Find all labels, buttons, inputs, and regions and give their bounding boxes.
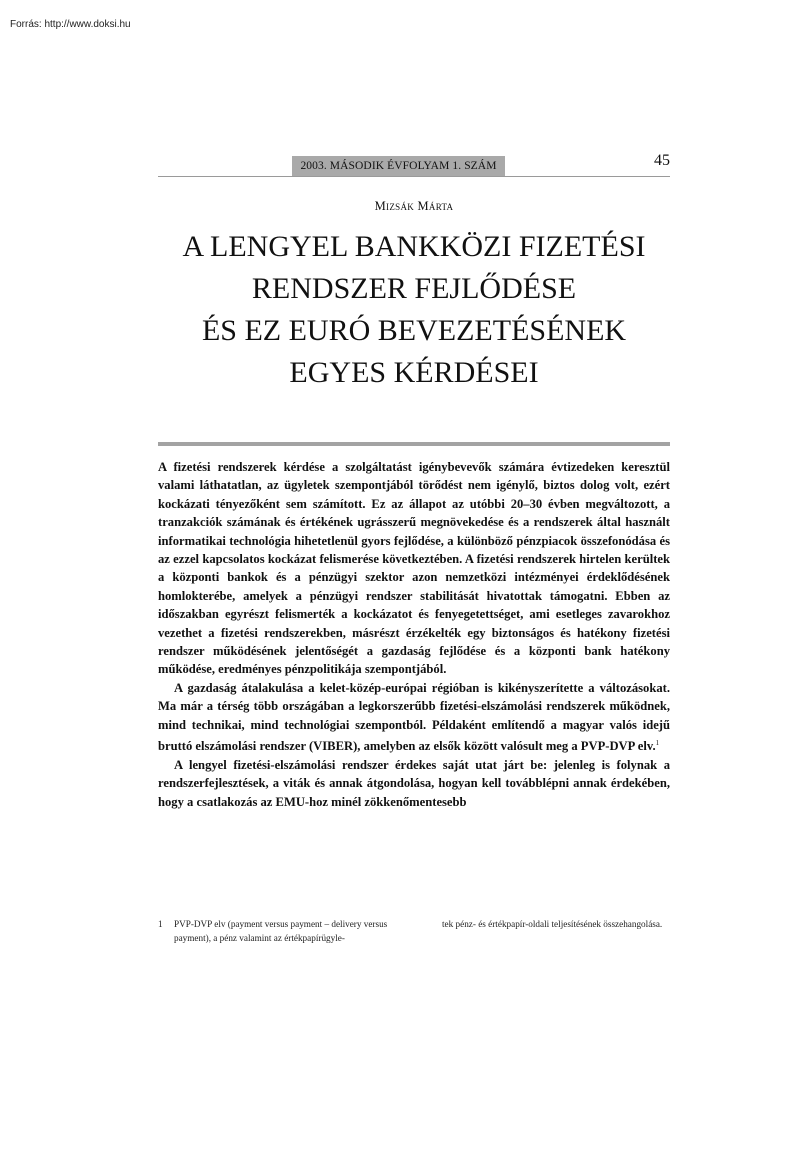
article-body bbox=[158, 458, 670, 811]
header-rule bbox=[158, 176, 670, 177]
title-line: EGYES KÉRDÉSEI bbox=[289, 356, 539, 389]
journal-issue-header: 2003. MÁSODIK ÉVFOLYAM 1. SZÁM bbox=[292, 156, 505, 176]
footnote-column-right bbox=[442, 917, 670, 931]
abstract-divider bbox=[158, 442, 670, 446]
footnote-text: PVP-DVP elv (payment versus payment – delivery versus payment), a pénz valamint az értékpapírügyle- bbox=[174, 919, 388, 943]
title-line: RENDSZER FEJLŐDÉSE bbox=[251, 272, 577, 305]
author-name: Mizsák Márta bbox=[374, 199, 454, 213]
article-title bbox=[150, 226, 678, 394]
page-number: 45 bbox=[654, 152, 670, 169]
source-url: Forrás: http://www.doksi.hu bbox=[10, 19, 131, 30]
footnote-marker[interactable]: 1 bbox=[655, 739, 660, 748]
title-line: ÉS EZ EURÓ BEVEZETÉSÉNEK bbox=[201, 314, 627, 347]
footnote-text-continued: tek pénz- és értékpapír-oldali teljesítésének összehangolása. bbox=[442, 919, 663, 929]
title-line: A LENGYEL BANKKÖZI FIZETÉSI bbox=[182, 230, 646, 263]
footnote-column-left bbox=[158, 917, 402, 945]
paragraph: A fizetési rendszerek kérdése a szolgáltatást igénybevevők számára évtizedeken keresztül valami láthatatlan, az ügyletek szempontjából törődést nem igénylő, biztos dolog volt, ezért kockázati tényezőként sem számított. Ez az állapot az utóbbi 20–30 évben megváltozott, a tranzakciók számának és értékének ugrásszerű megnövekedése és a rendszerek által használt informatikai technológia hihetetlenül gyors fejlődése, a különböző pénzpiacok összefonódása és az ezzel kapcsolatos kockázat felismerése következtében. A fizetési rendszerek hirtelen kerültek a központi bankok és a pénzügyi szektor azon nemzetközi intézményei érdeklődésének homlokterébe, amelyek a pénzügyi rendszer stabilitását hivatottak támogatni. Ebben az időszakban egyrészt felismerték a kockázatot és fenyegetettséget, ami esetleges zavarokhoz vezethet a fizetési rendszerekben, másrészt érzékelték egy biztonságos és hatékony fizetési rendszer működésének jelentőségét a gazdaság fejlődése és a központi bank hatékony működése, eredményes pénzpolitikája szempontjából. bbox=[158, 460, 670, 677]
paragraph-text: A gazdaság átalakulása a kelet-közép-európai régióban is kikényszerítette a változásokat. Ma már a térség több országában a legkorszerűbb fizetési-elszámolási rendszerek működnek, mind technikai, mind technológiai szempontból. Példaként említendő a magyar valós idejű bruttó elszámolási rendszer (VIBER), amelyben az elsők között valósult meg a PVP-DVP elv. bbox=[158, 680, 670, 754]
paragraph bbox=[158, 679, 670, 756]
footnote-number: 1 bbox=[158, 919, 163, 929]
paragraph: A lengyel fizetési-elszámolási rendszer érdekes saját utat járt be: jelenleg is folynak a rendszerfejlesztések, a viták és annak átgondolása, hogyan kell továbblépni annak érdekében, hogy a csatlakozás az EMU-hoz minél zökkenőmentesebb bbox=[158, 757, 670, 809]
